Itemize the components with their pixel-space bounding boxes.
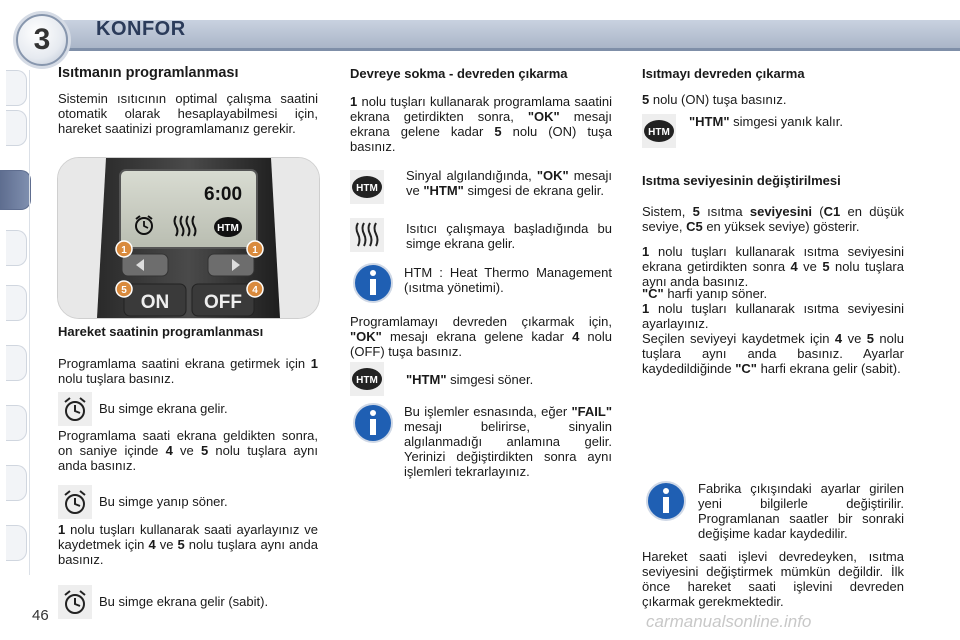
svg-text:HTM: HTM	[356, 183, 378, 194]
icon-caption: Sinyal algılandığında, "OK" mesajı ve "HTM" simgesi de ekrana gelir.	[406, 168, 612, 198]
page-header	[0, 0, 960, 58]
svg-text:HTM: HTM	[217, 223, 239, 234]
icon-caption: "HTM" simgesi yanık kalır.	[689, 114, 843, 129]
paragraph: 1 nolu tuşları kullanarak programlama saatini ekrana getirdikten sonra, "OK" mesajı ekrana gelene kadar 5 nolu (ON) tuşa basınız.	[350, 94, 612, 154]
icon-caption: Bu simge ekrana gelir.	[99, 401, 228, 416]
icon-caption: "HTM" simgesi söner.	[406, 372, 534, 387]
off-button-label: OFF	[204, 292, 242, 313]
icon-caption: Bu simge yanıp söner.	[99, 494, 228, 509]
alarm-clock-icon	[58, 485, 92, 519]
chapter-tab[interactable]	[6, 345, 27, 381]
intro-text: Sistemin ısıtıcının optimal çalışma saatini otomatik olarak hesaplayabilmesi için, hareket saatinizi programlamanız gerekir.	[58, 91, 318, 136]
section-heading: Devreye sokma - devreden çıkarma	[350, 66, 568, 81]
svg-text:HTM: HTM	[648, 127, 670, 138]
paragraph: "C" harfi yanıp söner.	[642, 286, 768, 301]
alarm-clock-icon	[58, 585, 92, 619]
chapter-tab[interactable]	[6, 230, 27, 266]
info-icon	[352, 402, 394, 444]
chapter-tab[interactable]	[6, 405, 27, 441]
marker-1-left: 1	[121, 245, 127, 256]
remote-control-illustration	[58, 158, 319, 318]
htm-icon	[642, 114, 676, 148]
htm-icon	[350, 170, 384, 204]
paragraph: Programlama saatini ekrana getirmek için 1 nolu tuşlara basınız.	[58, 356, 318, 386]
htm-icon	[214, 217, 242, 237]
divider	[29, 70, 30, 575]
chapter-tab[interactable]	[6, 110, 27, 146]
marker-1-right: 1	[252, 245, 258, 256]
marker-4: 4	[252, 285, 258, 296]
chapter-tab[interactable]	[6, 465, 27, 501]
paragraph: Hareket saati işlevi devredeyken, ısıtma seviyesini değiştirmek mümkün değildir. İlk önce hareket saati işlevini devreden çıkarmak gerekmektedir.	[642, 549, 904, 609]
paragraph: Programlamayı devreden çıkarmak için, "OK" mesajı ekrana gelene kadar 4 nolu (OFF) tuşa basınız.	[350, 314, 612, 359]
info-note: Fabrika çıkışındaki ayarlar girilen yeni bilgilerle değiştirilir. Programlanan saatler bir sonraki değişime kadar kaydedilir.	[698, 481, 904, 541]
svg-text:HTM: HTM	[356, 375, 378, 386]
info-icon	[645, 480, 687, 522]
section-heading: Isıtmayı devreden çıkarma	[642, 66, 805, 81]
paragraph: Programlama saati ekrana geldikten sonra, on saniye içinde 4 ve 5 nolu tuşlara aynı anda basınız.	[58, 428, 318, 473]
info-icon	[352, 262, 394, 304]
paragraph: 1 nolu tuşları kullanarak saati ayarlayınız ve kaydetmek için 4 ve 5 nolu tuşlara aynı anda basınız.	[58, 522, 318, 567]
on-button-label: ON	[140, 292, 170, 313]
heating-icon	[350, 218, 384, 252]
icon-caption: Isıtıcı çalışmaya başladığında bu simge ekrana gelir.	[406, 221, 612, 251]
remote-control-photo	[57, 157, 320, 319]
marker-5: 5	[121, 285, 127, 296]
chapter-tab-active[interactable]	[0, 170, 31, 210]
paragraph: 1 nolu tuşları kullanarak ısıtma seviyesini ekrana getirdikten sonra 4 ve 5 nolu tuşlara aynı anda basınız.	[642, 244, 904, 289]
htm-icon	[350, 362, 384, 396]
chapter-tab[interactable]	[6, 70, 27, 106]
chapter-tab[interactable]	[6, 285, 27, 321]
paragraph: 1 nolu tuşları kullanarak ısıtma seviyesini ayarlayınız.	[642, 301, 904, 331]
alarm-clock-icon	[58, 392, 92, 426]
figure-caption: Hareket saatinin programlanması	[58, 324, 264, 339]
paragraph: Sistem, 5 ısıtma seviyesini (C1 en düşük seviye, C5 en yüksek seviye) gösterir.	[642, 204, 904, 234]
display-time: 6:00	[204, 184, 243, 205]
paragraph: Seçilen seviyeyi kaydetmek için 4 ve 5 nolu tuşlara aynı anda basınız. Ayarlar kaydedildiğinde "C" harfi ekrana gelir (sabit).	[642, 331, 904, 376]
page-number: 46	[32, 607, 49, 624]
section-heading: Isıtma seviyesinin değiştirilmesi	[642, 173, 841, 188]
icon-caption: Bu simge ekrana gelir (sabit).	[99, 594, 269, 609]
info-note: Bu işlemler esnasında, eğer "FAIL" mesajı belirirse, sinyalin algılanmadığı anlamına gelir. Yerinizi değiştirdikten sonra aynı işlemleri tekrarlayınız.	[404, 404, 612, 479]
chapter-tabs	[0, 70, 30, 570]
page-title: KONFOR	[96, 18, 186, 40]
chapter-tab[interactable]	[6, 525, 27, 561]
info-note: HTM : Heat Thermo Management (ısıtma yönetimi).	[404, 265, 612, 295]
section-heading: Isıtmanın programlanması	[58, 65, 239, 81]
paragraph: 5 nolu (ON) tuşa basınız.	[642, 92, 787, 107]
watermark: carmanualsonline.info	[646, 612, 812, 631]
chapter-badge: 3	[16, 14, 68, 66]
